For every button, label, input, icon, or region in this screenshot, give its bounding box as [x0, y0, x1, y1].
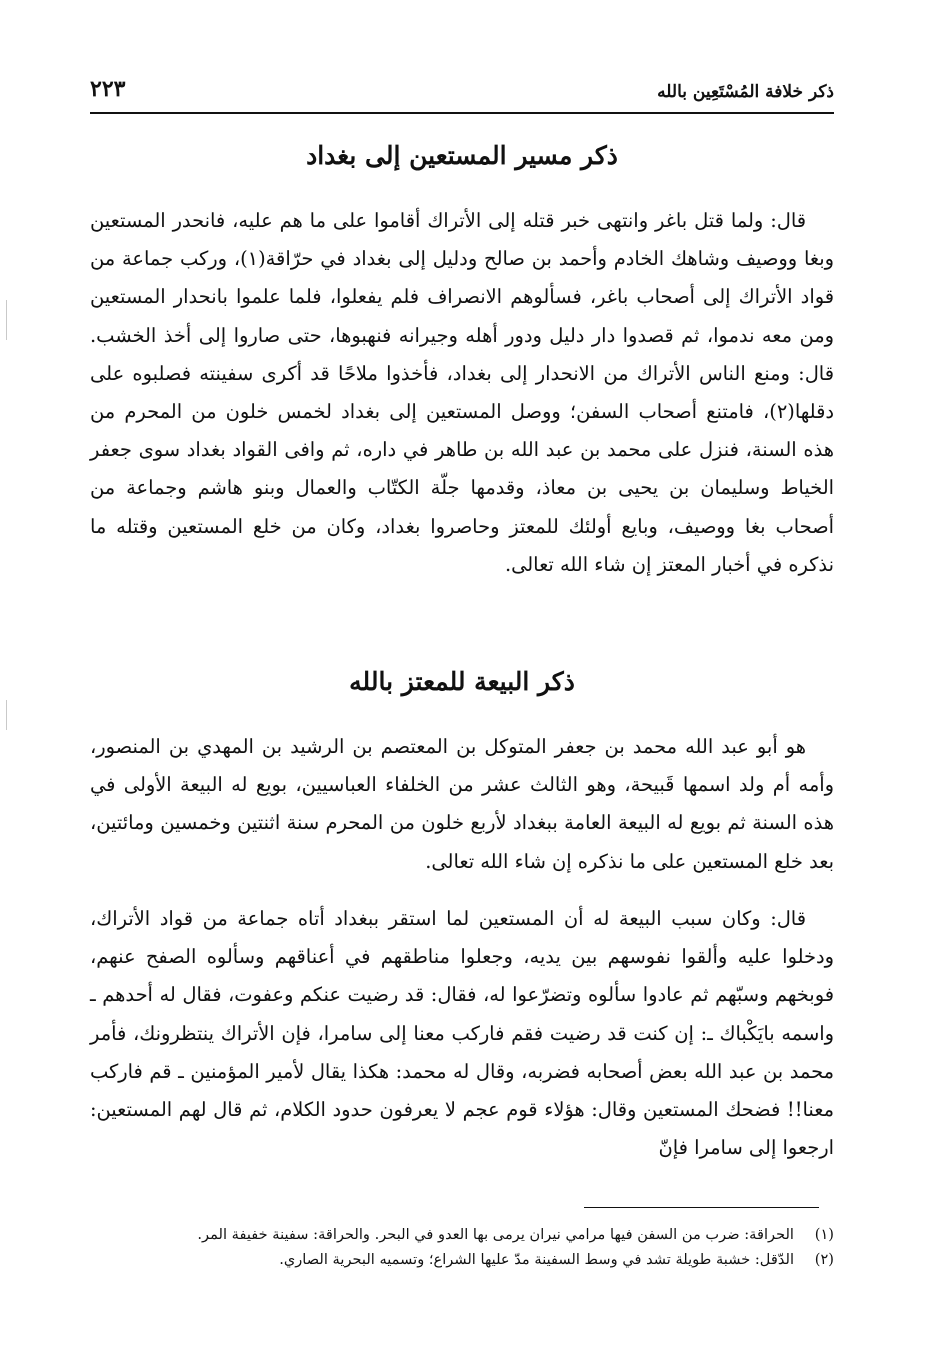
page-header	[90, 72, 834, 114]
paragraph: هو أبو عبد الله محمد بن جعفر المتوكل بن المعتصم بن الرشيد بن المهدي بن المنصور، وأمه أم ولد اسمها قَبيحة، وهو الثالث عشر من الخلفاء العباسيين، بويع له البيعة الأولى في هذه السنة ثم بويع له البيعة العامة ببغداد لأربع خلون من المحرم سنة اثنتين وخمسين ومائتين، بعد خلع المستعين على ما نذكره إن شاء الله تعالى.	[90, 735, 834, 873]
footnote-number: (١)	[814, 1226, 834, 1243]
scan-edge-mark	[6, 700, 7, 730]
paragraph: قال: ولما قتل باغر وانتهى خبر قتله إلى الأتراك أقاموا على ما هم عليه، فانحدر المستعين وبغا ووصيف وشاهك الخادم وأحمد بن صالح ودليل إلى بغداد في حرّاقة(١)، وركب جماعة من قواد الأتراك إلى أصحاب باغر، فسألوهم الانصراف فلم يفعلوا، فلما علموا بانحدار المستعين ومن معه ندموا، ثم قصدوا دار دليل ودور أهله وجيرانه فنهبوها، حتى صاروا إلى أخذ الخشب. قال: ومنع الناس الأتراك من الانحدار إلى بغداد، فأخذوا ملاحًا قد أكرى سفينته فصلبوه على دقلها(٢)، فامتنع أصحاب السفن؛ ووصل المستعين إلى بغداد لخمس خلون من المحرم من هذه السنة، فنزل على محمد بن عبد الله بن طاهر في داره، ثم وافى القواد بغداد سوى جعفر الخياط وسليمان بن يحيى بن معاذ، وقدمها جلّة الكتّاب والعمال وبنو هاشم وجماعة من أصحاب بغا ووصيف، وبايع أولئك للمعتز وحاصروا بغداد، وكان من خلع المستعين وقتله ما نذكره في أخبار المعتز إن شاء الله تعالى.	[90, 209, 834, 576]
page-number: ٢٢٣	[90, 76, 126, 102]
section-1-text	[90, 202, 834, 584]
section-heading-march-to-baghdad: ذكر مسير المستعين إلى بغداد	[306, 141, 618, 170]
footnote-2	[90, 1247, 834, 1272]
section-2-text-intro	[90, 728, 834, 881]
footnote-1	[90, 1222, 834, 1247]
section-2-text-cause	[90, 900, 834, 1167]
footnote-divider	[584, 1207, 819, 1208]
footnote-text: الحراقة: ضرب من السفن فيها مرامي نيران يرمى بها العدو في البحر. والحراقة: سفينة خفيفة المر.	[197, 1226, 794, 1243]
scan-edge-mark	[6, 300, 7, 340]
footnote-text: الدّقل: خشبة طويلة تشد في وسط السفينة مدّ عليها الشراع؛ وتسميه البحرية الصاري.	[279, 1251, 794, 1268]
footnotes	[90, 1222, 834, 1272]
paragraph: قال: وكان سبب البيعة له أن المستعين لما استقر ببغداد أتاه جماعة من قواد الأتراك، ودخلوا عليه وألقوا نفوسهم بين يديه، وجعلوا مناطقهم في أعناقهم وسألوه الصفح عنهم، فوبخهم وسبّهم ثم عادوا سألوه وتضرّعوا له، فقال: قد رضيت عنكم وعفوت، فقال له أحدهم ـ واسمه بايَكْباك ـ: إن كنت قد رضيت فقم فاركب معنا إلى سامرا، فإن الأتراك ينتظرونك، فأمر محمد بن عبد الله بعض أصحابه فضربه، وقال له محمد: هكذا يقال لأمير المؤمنين ـ قم فاركب معنا!! فضحك المستعين وقال: هؤلاء قوم عجم لا يعرفون حدود الكلام، ثم قال لهم المستعين: ارجعوا إلى سامرا فإنّ	[90, 907, 834, 1160]
running-title: ذكر خلافة المُسْتَعِين بالله	[657, 82, 834, 102]
footnote-number: (٢)	[814, 1251, 834, 1268]
section-heading-allegiance-to-mutazz: ذكر البيعة للمعتز بالله	[349, 667, 575, 696]
